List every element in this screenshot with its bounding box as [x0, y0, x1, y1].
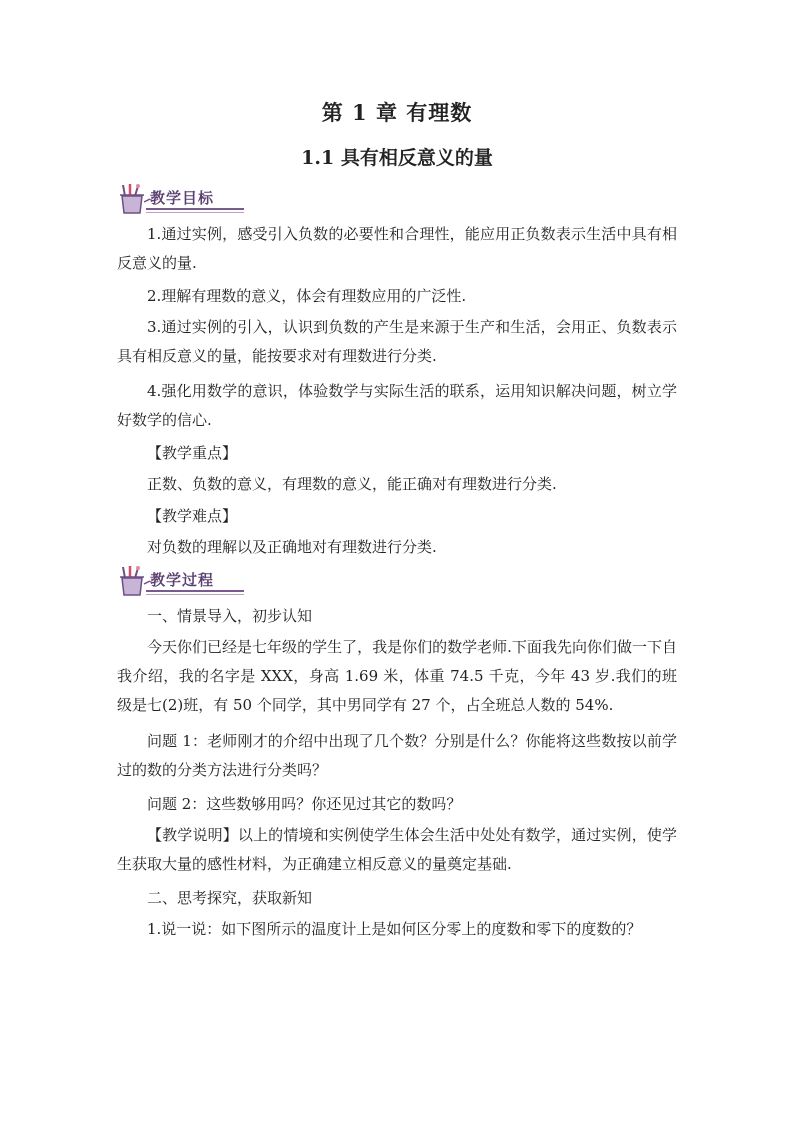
teaching-note: 【教学说明】以上的情境和实例使学生体会生活中处处有数学，通过实例，使学生获取大量的感性材料，为正确建立相反意义的量奠定基础.	[117, 826, 677, 873]
section-title: 1.1 具有相反意义的量	[301, 147, 493, 169]
banner-underline	[146, 590, 244, 592]
banner-underline-thin	[146, 212, 244, 213]
chapter-title: 第 1 章 有理数	[321, 100, 473, 125]
objectives-banner-label: 教学目标	[150, 189, 215, 207]
objectives-banner	[116, 182, 246, 216]
question-1: 问题 1：老师刚才的介绍中出现了几个数？分别是什么？你能将这些数按以前学过的数的分类方法进行分类吗？	[117, 732, 677, 779]
banner-underline-thin	[146, 594, 244, 595]
step2-heading: 二、思考探究，获取新知	[147, 889, 313, 907]
difficulties-text: 对负数的理解以及正确地对有理数进行分类.	[147, 538, 437, 556]
process-banner	[116, 564, 246, 598]
objective-2: 2.理解有理数的意义，体会有理数应用的广泛性.	[147, 287, 467, 305]
pen-holder-icon	[116, 182, 152, 216]
key-points-text: 正数、负数的意义，有理数的意义，能正确对有理数进行分类.	[147, 475, 557, 493]
intro-paragraph: 今天你们已经是七年级的学生了，我是你们的数学老师.下面我先向你们做一下自我介绍，我的名字是 XXX，身高 1.69 米，体重 74.5 千克，今年 43 岁.我们的班级是七(2)班，有 50 个同学，其中男同学有 27 个，占全班总人数的 54%.	[117, 638, 677, 714]
process-banner-label: 教学过程	[150, 571, 215, 589]
objective-3: 3.通过实例的引入，认识到负数的产生是来源于生产和生活，会用正、负数表示具有相反意义的量，能按要求对有理数进行分类.	[117, 318, 677, 365]
difficulties-heading: 【教学难点】	[147, 507, 238, 525]
key-points-heading: 【教学重点】	[147, 444, 238, 462]
objective-4: 4.强化用数学的意识，体验数学与实际生活的联系，运用知识解决问题，树立学好数学的信心.	[117, 382, 677, 429]
pen-holder-icon	[116, 564, 152, 598]
step1-heading: 一、情景导入，初步认知	[147, 607, 313, 625]
objective-1: 1.通过实例，感受引入负数的必要性和合理性，能应用正负数表示生活中具有相反意义的量.	[117, 225, 677, 272]
banner-underline	[146, 208, 244, 210]
say-it-question: 1.说一说：如下图所示的温度计上是如何区分零上的度数和零下的度数的？	[147, 920, 642, 938]
question-2: 问题 2：这些数够用吗？你还见过其它的数吗？	[147, 795, 462, 813]
